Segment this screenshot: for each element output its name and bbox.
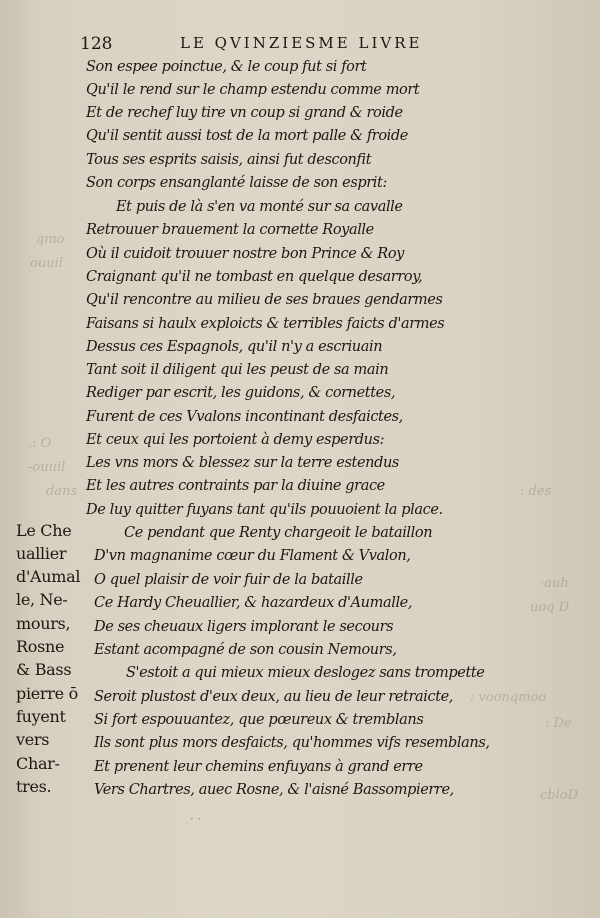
running-title: LE QVINZIESME LIVRE xyxy=(180,34,423,52)
show-through-text: : des xyxy=(520,484,552,499)
verse-line: Vers Chartres, auec Rosne, & l'aisné Bassompierre, xyxy=(94,782,454,798)
ink-mark-icon: · · xyxy=(190,812,202,826)
verse-line: Furent de ces Vvalons incontinant desfaictes, xyxy=(86,409,403,425)
margin-note-line: uallier xyxy=(16,544,67,563)
verse-line: Si fort espouuantez, que pœureux & tremblans xyxy=(94,712,424,728)
show-through-text: .: O xyxy=(28,436,52,451)
margin-note-line: & Bass xyxy=(16,660,72,679)
margin-note-line: vers xyxy=(16,730,50,749)
margin-note-line: fuyent xyxy=(16,707,66,726)
show-through-text: -ouuil xyxy=(28,460,66,475)
verse-line: Qu'il sentit aussi tost de la mort palle & froide xyxy=(86,128,408,144)
verse-line: Et de rechef luy tire vn coup si grand & roide xyxy=(86,105,403,121)
verse-line: Dessus ces Espagnols, qu'il n'y a escriuain xyxy=(86,339,383,355)
show-through-text: uoq D xyxy=(530,600,570,615)
verse-line: Seroit plustost d'eux deux, au lieu de leur retraicte, xyxy=(94,689,454,705)
verse-line: Tous ses esprits saisis, ainsi fut desconfit xyxy=(86,152,372,168)
verse-line: Ce pendant que Renty chargeoit le bataillon xyxy=(124,525,433,541)
verse-line: Rediger par escrit, les guidons, & cornettes, xyxy=(86,385,396,401)
verse-line: Ils sont plus mors desfaicts, qu'hommes vifs resemblans, xyxy=(94,735,490,751)
margin-note-line: le, Ne- xyxy=(16,590,68,609)
show-through-text: : De xyxy=(545,716,572,731)
verse-line: Faisans si haulx exploicts & terribles faicts d'armes xyxy=(86,316,445,332)
verse-line: Estant acompagné de son cousin Nemours, xyxy=(94,642,397,658)
verse-line: D'vn magnanime cœur du Flament & Vvalon, xyxy=(94,548,411,564)
verse-line: Les vns mors & blessez sur la terre estendus xyxy=(86,455,399,471)
verse-line: Ce Hardy Cheuallier, & hazardeux d'Aumalle, xyxy=(94,595,413,611)
verse-line: Et ceux qui les portoient à demy esperdus: xyxy=(86,432,385,448)
verse-line: Et prenent leur chemins enfuyans à grand erre xyxy=(94,759,423,775)
verse-line: Qu'il rencontre au milieu de ses braues gendarmes xyxy=(86,292,443,308)
show-through-text: ·auh xyxy=(540,576,569,591)
verse-line: De ses cheuaux ligers implorant le secours xyxy=(94,619,394,635)
verse-line: De luy quitter fuyans tant qu'ils pouuoient la place. xyxy=(86,502,443,518)
verse-line: Tant soit il diligent qui les peust de sa main xyxy=(86,362,389,378)
show-through-text: qmo xyxy=(36,232,65,247)
verse-line: Et puis de là s'en va monté sur sa cavalle xyxy=(116,199,403,215)
margin-note-line: Char- xyxy=(16,754,60,773)
verse-line: Retrouuer brauement la cornette Royalle xyxy=(86,222,374,238)
show-through-text: ouuil xyxy=(30,256,63,271)
margin-note-line: tres. xyxy=(16,777,52,796)
show-through-text: : voonqmoo xyxy=(470,690,547,705)
verse-line: Qu'il le rend sur le champ estendu comme mort xyxy=(86,82,420,98)
verse-line: Son corps ensanglanté laisse de son esprit: xyxy=(86,175,387,191)
margin-note-line: d'Aumal xyxy=(16,567,81,586)
verse-line: Son espee poinctue, & le coup fut si fort xyxy=(86,59,367,75)
margin-note-line: Rosne xyxy=(16,637,65,656)
verse-line: Et les autres contraints par la diuine grace xyxy=(86,478,385,494)
verse-line: Craignant qu'il ne tombast en quelque desarroy, xyxy=(86,269,423,285)
show-through-text: cbloD xyxy=(540,788,579,803)
verse-line: Où il cuidoit trouuer nostre bon Prince & Roy xyxy=(86,246,404,262)
margin-note-line: Le Che xyxy=(16,521,72,540)
margin-note-line: mours, xyxy=(16,614,71,633)
verse-line: S'estoit a qui mieux mieux deslogez sans trompette xyxy=(126,665,485,681)
verse-line: O quel plaisir de voir fuir de la bataille xyxy=(94,572,363,588)
show-through-text: dans xyxy=(46,484,78,499)
margin-note-line: pierre ō xyxy=(16,684,78,703)
page-number: 128 xyxy=(80,34,113,54)
